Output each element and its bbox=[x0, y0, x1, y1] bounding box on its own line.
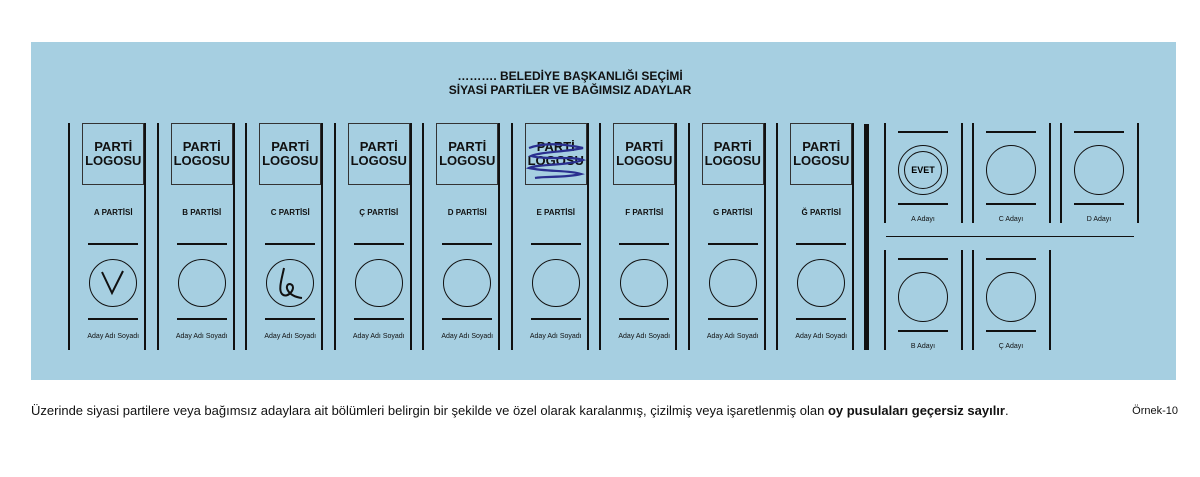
caption-end: . bbox=[1004, 403, 1009, 418]
party-logo-box bbox=[702, 123, 764, 185]
party-logo-text: LOGOSU bbox=[704, 153, 761, 168]
column-right-line bbox=[498, 123, 500, 350]
candidate-name: Aday Adı Soyadı bbox=[706, 333, 759, 340]
party-name: F PARTİSİ bbox=[625, 208, 664, 217]
party-logo-text: PARTİ bbox=[625, 139, 664, 154]
indep-right-line bbox=[1049, 123, 1051, 223]
indep-left-line bbox=[972, 123, 974, 223]
party-name: C PARTİSİ bbox=[270, 208, 310, 217]
name-underline bbox=[177, 243, 227, 245]
candidate-name: Ç Adayı bbox=[998, 343, 1024, 350]
party-logo-text: LOGOSU bbox=[262, 153, 319, 168]
party-logo-box bbox=[259, 123, 321, 185]
party-logo-box bbox=[790, 123, 852, 185]
column-right-line bbox=[410, 123, 412, 350]
candidate-name: Aday Adı Soyadı bbox=[87, 333, 140, 340]
column-left-line bbox=[511, 123, 513, 350]
party-logo-text: LOGOSU bbox=[439, 153, 496, 168]
column-right-line bbox=[233, 123, 235, 350]
indep-bottom-line bbox=[898, 203, 948, 205]
party-logo-text: LOGOSU bbox=[793, 153, 850, 168]
party-logo-text: PARTİ bbox=[182, 139, 221, 154]
party-logo-text: PARTİ bbox=[271, 139, 310, 154]
indep-top-line bbox=[986, 131, 1036, 133]
caption-bold-text: oy pusulaları geçersiz sayılır bbox=[827, 403, 1005, 418]
party-logo-text: LOGOSU bbox=[350, 153, 407, 168]
party-name: E PARTİSİ bbox=[536, 208, 576, 217]
name-underline bbox=[619, 243, 669, 245]
party-logo-box bbox=[613, 123, 675, 185]
party-name: G PARTİSİ bbox=[713, 208, 753, 217]
column-right-line bbox=[675, 123, 677, 350]
vote-stamp-circle bbox=[178, 259, 226, 307]
party-logo-text: PARTİ bbox=[94, 139, 133, 154]
candidate-overline bbox=[531, 318, 581, 320]
indep-top-line bbox=[1074, 131, 1124, 133]
candidate-overline bbox=[88, 318, 138, 320]
indep-left-line bbox=[1060, 123, 1062, 223]
candidate-overline bbox=[442, 318, 492, 320]
ballot-title-line2: SİYASİ PARTİLER VE BAĞIMSIZ ADAYLAR bbox=[448, 83, 692, 97]
column-right-line bbox=[587, 123, 589, 350]
column-left-line bbox=[776, 123, 778, 350]
indep-top-line bbox=[986, 258, 1036, 260]
indep-left-line bbox=[884, 250, 886, 350]
candidate-name: Aday Adı Soyadı bbox=[529, 333, 582, 340]
name-underline bbox=[796, 243, 846, 245]
party-logo-text: LOGOSU bbox=[616, 153, 673, 168]
candidate-name: Aday Adı Soyadı bbox=[175, 333, 228, 340]
party-logo-box bbox=[171, 123, 233, 185]
column-left-line bbox=[245, 123, 247, 350]
indep-top-line bbox=[898, 258, 948, 260]
indep-right-line bbox=[1137, 123, 1139, 223]
column-left-line bbox=[688, 123, 690, 350]
candidate-overline bbox=[796, 318, 846, 320]
name-underline bbox=[88, 243, 138, 245]
caption-text: Üzerinde siyasi partilere veya bağımsız adaylara ait bölümleri belirgin bir şekilde ve özel olarak karalanmış, çizilmiş veya işaretlenmiş olan bbox=[31, 403, 828, 418]
vote-stamp-circle bbox=[709, 259, 757, 307]
candidate-name: D Adayı bbox=[1086, 216, 1112, 223]
evet-stamp-text: EVET bbox=[911, 165, 935, 175]
indep-left-line bbox=[972, 250, 974, 350]
column-left-line bbox=[599, 123, 601, 350]
vote-stamp-circle bbox=[797, 259, 845, 307]
candidate-name: Aday Adı Soyadı bbox=[441, 333, 494, 340]
vote-stamp-circle bbox=[1074, 145, 1124, 195]
party-name: Ğ PARTİSİ bbox=[801, 208, 841, 217]
column-right-line bbox=[764, 123, 766, 350]
candidate-name: Aday Adı Soyadı bbox=[352, 333, 405, 340]
indep-bottom-line bbox=[986, 203, 1036, 205]
vote-stamp-circle bbox=[986, 272, 1036, 322]
column-right-line bbox=[852, 123, 854, 350]
party-logo-box bbox=[82, 123, 144, 185]
party-logo-box bbox=[436, 123, 498, 185]
scribble-mark bbox=[272, 264, 312, 304]
party-logo-text: PARTİ bbox=[359, 139, 398, 154]
column-right-line bbox=[144, 123, 146, 350]
party-logo-text: PARTİ bbox=[448, 139, 487, 154]
column-right-line bbox=[321, 123, 323, 350]
candidate-overline bbox=[708, 318, 758, 320]
indep-right-line bbox=[961, 123, 963, 223]
party-name: Ç PARTİSİ bbox=[359, 208, 399, 217]
candidate-name: C Adayı bbox=[998, 216, 1024, 223]
independent-row-divider bbox=[886, 236, 1134, 237]
party-name: B PARTİSİ bbox=[182, 208, 222, 217]
party-name: D PARTİSİ bbox=[447, 208, 487, 217]
party-logo-text: LOGOSU bbox=[173, 153, 230, 168]
candidate-overline bbox=[619, 318, 669, 320]
vote-stamp-circle bbox=[620, 259, 668, 307]
indep-bottom-line bbox=[986, 330, 1036, 332]
party-logo-text: LOGOSU bbox=[527, 153, 584, 168]
party-logo-text: PARTİ bbox=[536, 139, 575, 154]
party-logo-box bbox=[348, 123, 410, 185]
party-logo-text: PARTİ bbox=[713, 139, 752, 154]
vote-stamp-circle bbox=[898, 272, 948, 322]
column-left-line bbox=[68, 123, 70, 350]
party-logo-text: PARTİ bbox=[802, 139, 841, 154]
candidate-overline bbox=[354, 318, 404, 320]
vote-stamp-circle bbox=[443, 259, 491, 307]
candidate-name: Aday Adı Soyadı bbox=[795, 333, 848, 340]
example-label: Örnek-10 bbox=[1132, 405, 1178, 417]
logo-scribble bbox=[525, 140, 587, 180]
indep-top-line bbox=[898, 131, 948, 133]
candidate-overline bbox=[265, 318, 315, 320]
candidate-name: Aday Adı Soyadı bbox=[618, 333, 671, 340]
name-underline bbox=[531, 243, 581, 245]
name-underline bbox=[265, 243, 315, 245]
candidate-name: A Adayı bbox=[911, 216, 935, 223]
column-left-line bbox=[334, 123, 336, 350]
column-left-line bbox=[422, 123, 424, 350]
vote-stamp-circle bbox=[986, 145, 1036, 195]
vote-stamp-circle bbox=[532, 259, 580, 307]
candidate-name: Aday Adı Soyadı bbox=[264, 333, 317, 340]
indep-right-line bbox=[961, 250, 963, 350]
name-underline bbox=[442, 243, 492, 245]
candidate-name: B Adayı bbox=[910, 343, 936, 350]
vote-stamp-circle bbox=[355, 259, 403, 307]
ballot-title-line1: ………. BELEDİYE BAŞKANLIĞI SEÇİMİ bbox=[457, 69, 683, 83]
indep-right-line bbox=[1049, 250, 1051, 350]
column-left-line bbox=[157, 123, 159, 350]
candidate-overline bbox=[177, 318, 227, 320]
name-underline bbox=[354, 243, 404, 245]
name-underline bbox=[708, 243, 758, 245]
indep-left-line bbox=[884, 123, 886, 223]
indep-bottom-line bbox=[898, 330, 948, 332]
party-logo-text: LOGOSU bbox=[85, 153, 142, 168]
check-mark bbox=[98, 268, 128, 298]
caption bbox=[31, 403, 1009, 418]
indep-bottom-line bbox=[1074, 203, 1124, 205]
party-independent-separator bbox=[864, 124, 869, 350]
party-name: A PARTİSİ bbox=[93, 208, 133, 217]
